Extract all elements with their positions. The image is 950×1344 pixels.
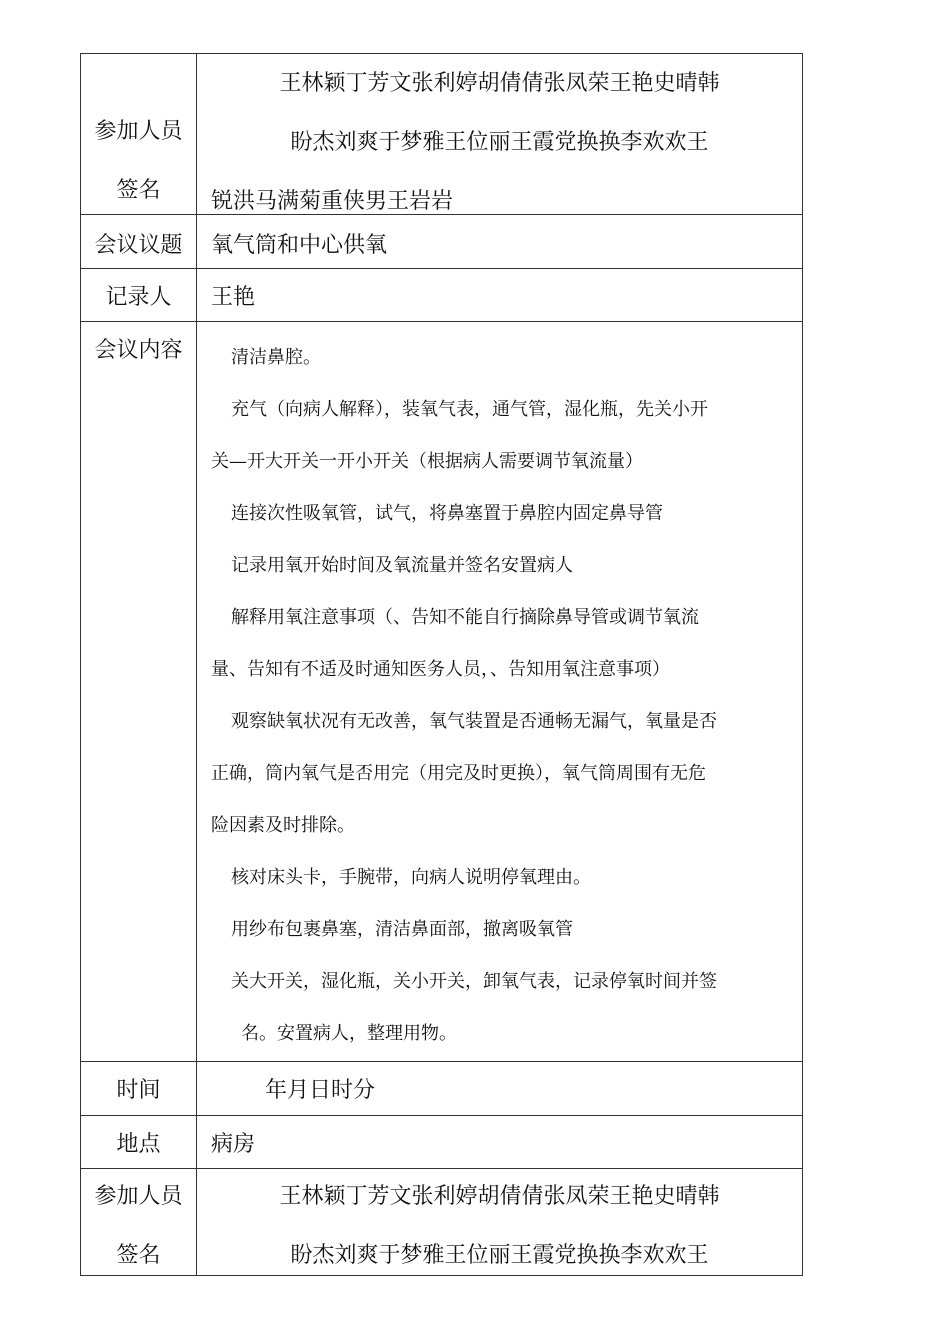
- topic-row: [81, 214, 802, 268]
- content-body-cell: [197, 322, 802, 1061]
- content-line: 名。安置病人，整理用物。: [241, 1023, 457, 1044]
- content-line: 观察缺氧状况有无改善，氧气装置是否通畅无漏气，氧量是否: [231, 711, 717, 732]
- content-line: 关—开大开关一开小开关（根据病人需要调节氧流量）: [211, 451, 643, 472]
- place-value: 病房: [211, 1132, 256, 1157]
- time-row: [81, 1061, 802, 1115]
- recorder-label-cell: [81, 269, 197, 321]
- topic-value-cell: [197, 215, 802, 268]
- content-label: 会议内容: [94, 338, 183, 363]
- time-value-cell: [197, 1062, 802, 1115]
- participants-label-line1: 参加人员: [94, 119, 183, 144]
- participant-names-line: 盼杰刘爽于梦雅王位丽王霞党换换李欢欢王: [290, 1243, 709, 1268]
- participant-names-line: 锐洪马满菊重侠男王岩岩: [211, 189, 454, 214]
- content-row: [81, 321, 802, 1061]
- recorder-row: [81, 268, 802, 321]
- participants-label-line1-bottom: 参加人员: [94, 1184, 183, 1209]
- content-line: 险因素及时排除。: [211, 815, 355, 836]
- content-line: 核对床头卡，手腕带，向病人说明停氧理由。: [231, 867, 591, 888]
- content-line: 正确，筒内氧气是否用完（用完及时更换），氧气筒周围有无危: [211, 763, 706, 784]
- topic-value: 氧气筒和中心供氧: [211, 233, 388, 258]
- participants-label-line2: 签名: [116, 178, 161, 203]
- content-line: 连接次性吸氧管，试气，将鼻塞置于鼻腔内固定鼻导管: [231, 503, 663, 524]
- participant-names-line: 王林颖丁芳文张利婷胡倩倩张凤荣王艳史晴韩: [279, 1184, 720, 1209]
- topic-label: 会议议题: [94, 233, 183, 258]
- place-value-cell: [197, 1116, 802, 1168]
- content-line: 解释用氧注意事项（、告知不能自行摘除鼻导管或调节氧流: [231, 607, 699, 628]
- content-line: 清洁鼻腔。: [231, 347, 321, 368]
- recorder-value-cell: [197, 269, 802, 321]
- content-label-cell: [81, 322, 197, 1061]
- participants-row-bottom: [81, 1168, 802, 1275]
- participants-label-cell-bottom: [81, 1169, 197, 1275]
- participant-names-line: 王林颖丁芳文张利婷胡倩倩张凤荣王艳史晴韩: [279, 71, 720, 96]
- time-label: 时间: [116, 1078, 161, 1103]
- topic-label-cell: [81, 215, 197, 268]
- meeting-record-table: [80, 53, 803, 1276]
- content-line: 记录用氧开始时间及氧流量并签名安置病人: [231, 555, 573, 576]
- place-row: [81, 1115, 802, 1168]
- time-label-cell: [81, 1062, 197, 1115]
- recorder-label: 记录人: [105, 285, 172, 310]
- recorder-value: 王艳: [211, 285, 256, 310]
- place-label-cell: [81, 1116, 197, 1168]
- place-label: 地点: [116, 1132, 161, 1157]
- content-line: 充气（向病人解释），装氧气表，通气管，湿化瓶，先关小开: [231, 399, 708, 420]
- content-line: 量、告知有不适及时通知医务人员，、告知用氧注意事项）: [211, 659, 670, 680]
- participants-row: [81, 54, 802, 214]
- participant-names-line: 盼杰刘爽于梦雅王位丽王霞党换换李欢欢王: [290, 130, 709, 155]
- participants-names-cell-bottom: [197, 1169, 802, 1275]
- time-value: 年月日时分: [265, 1078, 376, 1103]
- content-line: 关大开关，湿化瓶，关小开关，卸氧气表，记录停氧时间并签: [231, 971, 717, 992]
- participants-label-cell: [81, 54, 197, 214]
- participants-names-cell: [197, 54, 802, 214]
- participants-label-line2-bottom: 签名: [116, 1243, 161, 1268]
- content-line: 用纱布包裹鼻塞，清洁鼻面部，撤离吸氧管: [231, 919, 573, 940]
